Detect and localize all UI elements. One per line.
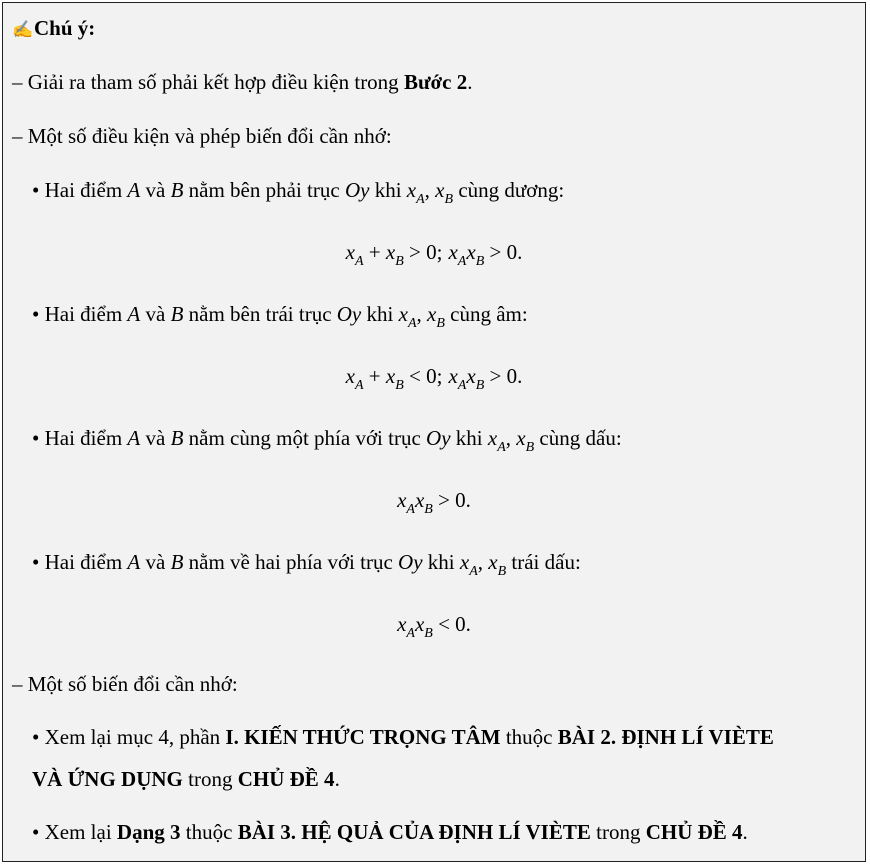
cond4-and: và (145, 550, 166, 574)
note-box (2, 2, 866, 862)
cond1-when: khi (374, 178, 402, 202)
var-x: x (397, 612, 407, 636)
ref2-in: trong (590, 820, 646, 844)
cond1-text: Hai điểm (44, 178, 123, 202)
point-a: A (127, 550, 141, 574)
sub-a: A (354, 254, 364, 269)
cond3-desc: nằm cùng một phía với trục (188, 426, 421, 450)
var-x: x (448, 240, 458, 264)
point-b: B (170, 302, 184, 326)
bullet: • (32, 178, 40, 202)
formula-4 (3, 611, 865, 641)
point-b: B (170, 426, 184, 450)
var-x: x (427, 302, 437, 326)
line1-suffix: . (467, 70, 473, 94)
var-x: x (406, 178, 417, 202)
var-x: x (397, 488, 407, 512)
paragraph-line-2: – Một số điều kiện và phép biến đổi cần nhớ: (12, 124, 392, 148)
cond2-desc: nằm bên trái trục (188, 302, 332, 326)
cond1-and: và (145, 178, 166, 202)
ref1-topic: CHỦ ĐỀ 4 (237, 767, 335, 791)
cond3-when: khi (455, 426, 483, 450)
sub-a: A (469, 564, 478, 579)
cond4-when: khi (427, 550, 455, 574)
sub-b: B (436, 316, 445, 331)
cond2-end: cùng âm: (450, 302, 528, 326)
formula-2 (3, 363, 865, 393)
var-x: x (466, 364, 476, 388)
sub-b: B (497, 564, 507, 579)
relation: > 0. (484, 364, 523, 388)
bullet: • (32, 725, 40, 749)
var-x: x (488, 550, 498, 574)
sub-a: A (407, 316, 417, 331)
ref1-end: . (334, 767, 340, 791)
sub-a: A (457, 378, 467, 393)
cond4-end: trái dấu: (511, 550, 581, 574)
ref1-in: trong (182, 767, 238, 791)
var-x: x (466, 240, 476, 264)
condition-4 (3, 549, 865, 579)
relation: > 0. (432, 488, 471, 512)
relation: < 0; (403, 364, 443, 388)
var-x: x (459, 550, 470, 574)
sub-b: B (475, 378, 485, 393)
cond3-and: và (145, 426, 166, 450)
writing-hand-icon: ✍ (12, 20, 34, 39)
var-x: x (516, 426, 526, 450)
note-title-line (3, 15, 865, 43)
sub-b: B (444, 192, 454, 207)
comma: , (416, 302, 427, 326)
point-b: B (170, 550, 184, 574)
paragraph-line-3: – Một số biến đổi cần nhớ: (12, 672, 238, 696)
formula-1 (3, 239, 865, 269)
point-a: A (127, 302, 141, 326)
var-x: x (414, 488, 425, 512)
sub-a: A (457, 254, 467, 269)
var-x: x (487, 426, 498, 450)
plus: + (363, 240, 386, 264)
paragraph-line-1 (3, 69, 865, 95)
ref1-section: I. KIẾN THỨC TRỌNG TÂM (225, 725, 501, 749)
var-x: x (448, 364, 458, 388)
cond3-text: Hai điểm (44, 426, 123, 450)
var-x: x (435, 178, 445, 202)
var-x: x (345, 364, 355, 388)
comma: , (424, 178, 436, 202)
sub-a: A (497, 440, 506, 455)
comma: , (505, 426, 517, 450)
ref1-text: Xem lại mục 4, phần (44, 725, 226, 749)
sub-b: B (395, 254, 404, 269)
bullet: • (32, 426, 40, 450)
var-x: x (385, 240, 396, 264)
relation: > 0. (484, 240, 523, 264)
condition-2 (3, 301, 865, 331)
sub-a: A (406, 502, 415, 517)
note-title: Chú ý: (34, 16, 96, 40)
ref1-lesson-cont: VÀ ỨNG DỤNG (32, 767, 183, 791)
reference-2 (3, 819, 865, 845)
point-b: B (170, 178, 184, 202)
reference-1-line-2 (3, 766, 865, 792)
formula-3 (3, 487, 865, 517)
axis-oy: Oy (426, 426, 451, 450)
cond2-when: khi (366, 302, 394, 326)
ref1-lesson: BÀI 2. ĐỊNH LÍ VIÈTE (557, 725, 774, 749)
bullet: • (32, 302, 40, 326)
cond4-text: Hai điểm (44, 550, 123, 574)
sub-a: A (406, 626, 415, 641)
var-x: x (345, 240, 355, 264)
ref2-text: Xem lại (44, 820, 117, 844)
cond2-text: Hai điểm (44, 302, 123, 326)
ref2-topic: CHỦ ĐỀ 4 (645, 820, 743, 844)
sub-a: A (416, 192, 425, 207)
sub-b: B (424, 502, 433, 517)
point-a: A (127, 426, 141, 450)
cond2-and: và (145, 302, 166, 326)
var-x: x (414, 612, 425, 636)
bullet: • (32, 550, 40, 574)
cond1-end: cùng dương: (458, 178, 565, 202)
condition-3 (3, 425, 865, 455)
var-x: x (398, 302, 408, 326)
sub-b: B (475, 254, 485, 269)
sub-b: B (525, 440, 535, 455)
ref2-lesson: BÀI 3. HỆ QUẢ CỦA ĐỊNH LÍ VIÈTE (237, 820, 591, 844)
sub-a: A (354, 378, 364, 393)
cond4-desc: nằm về hai phía với trục (188, 550, 393, 574)
cond1-desc: nằm bên phải trục (188, 178, 340, 202)
plus: + (363, 364, 386, 388)
comma: , (477, 550, 489, 574)
ref2-of: thuộc (180, 820, 238, 844)
ref1-of: thuộc (500, 725, 558, 749)
cond3-end: cùng dấu: (539, 426, 622, 450)
ref2-end: . (742, 820, 748, 844)
condition-1 (3, 177, 865, 207)
ref2-form: Dạng 3 (116, 820, 181, 844)
reference-1-line-1 (3, 724, 865, 750)
line1-text: – Giải ra tham số phải kết hợp điều kiện trong (12, 70, 404, 94)
axis-oy: Oy (344, 178, 370, 202)
sub-b: B (395, 378, 404, 393)
var-x: x (385, 364, 396, 388)
bullet: • (32, 820, 40, 844)
axis-oy: Oy (398, 550, 423, 574)
relation: > 0; (403, 240, 443, 264)
point-a: A (127, 178, 141, 202)
relation: < 0. (432, 612, 471, 636)
line1-bold: Bước 2 (403, 70, 468, 94)
axis-oy: Oy (336, 302, 362, 326)
sub-b: B (424, 626, 433, 641)
